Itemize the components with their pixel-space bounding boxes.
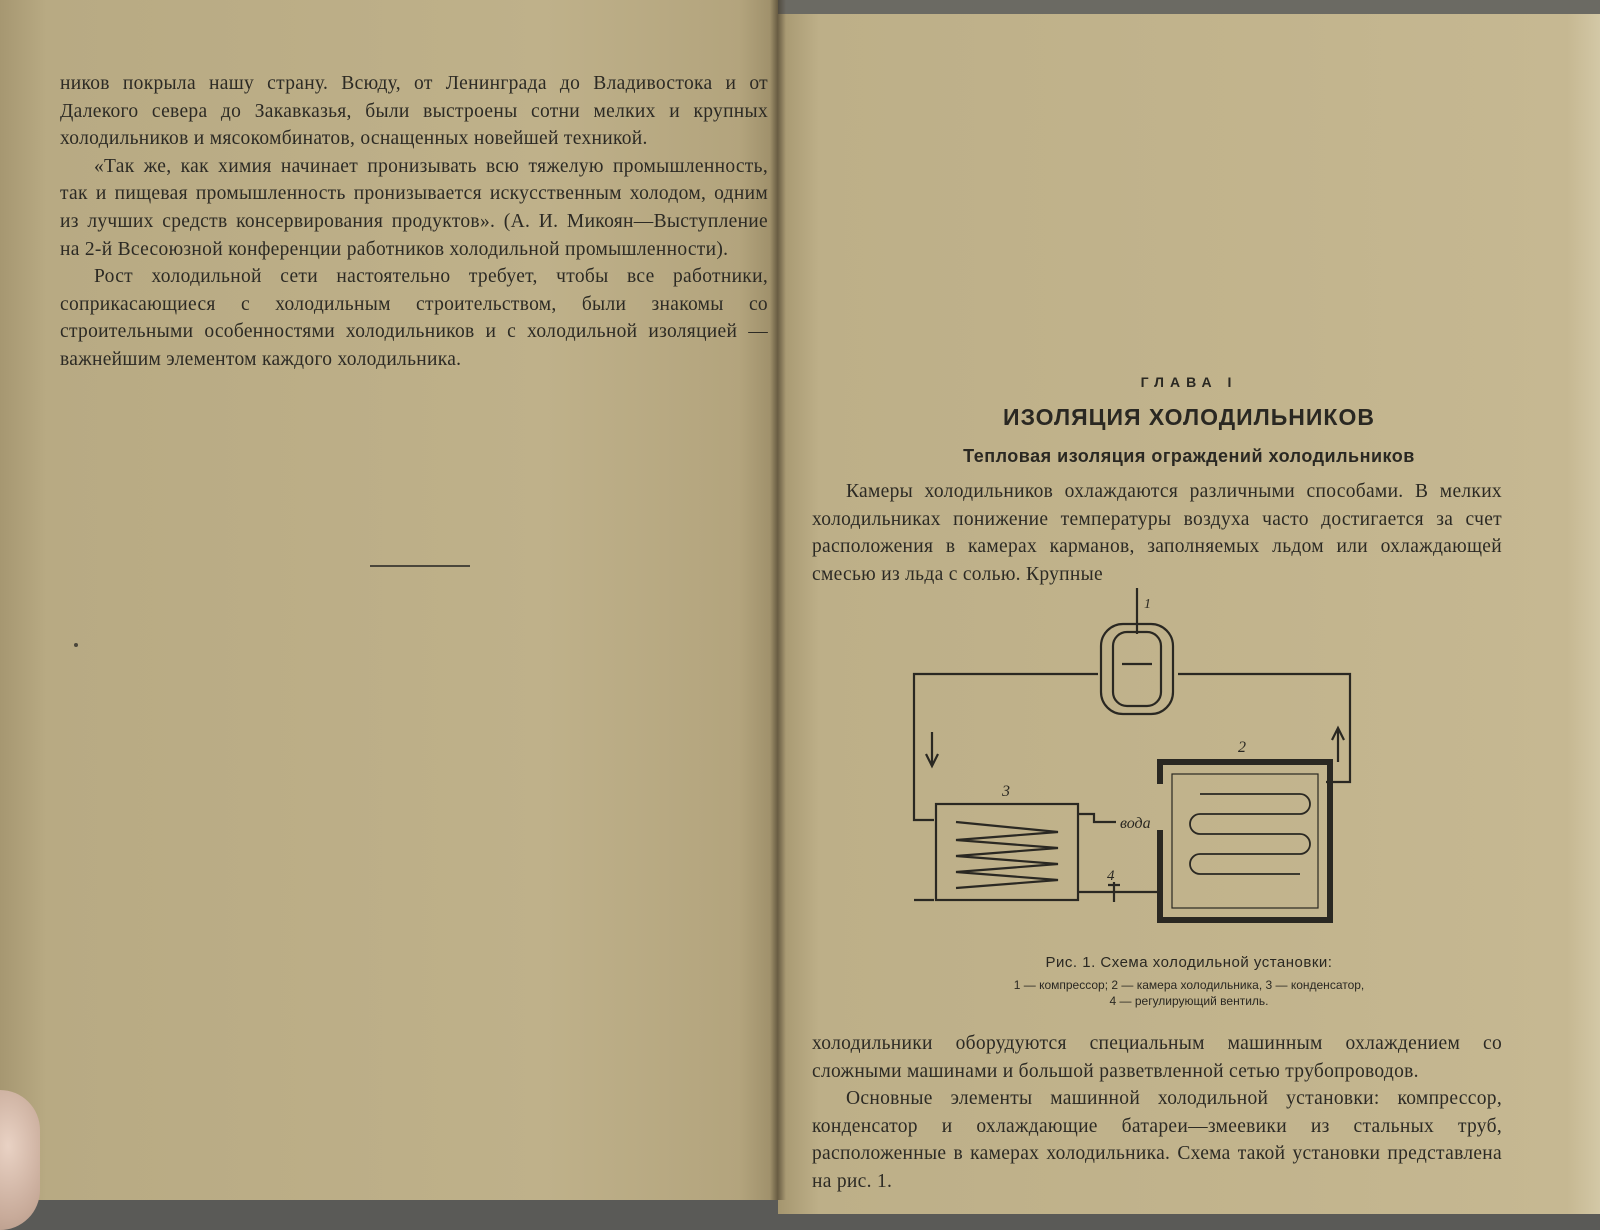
- end-rule: [370, 565, 470, 567]
- label-valve: 4: [1107, 868, 1115, 884]
- arrow-up: [1332, 728, 1344, 762]
- right-paragraph-3: Основные элементы машинной холодильной установки: компрессор, конденсатор и охлаждающие батареи—змеевики из стальных труб, расположенные в камерах холодильника. Схема такой установки представлена на рис. 1.: [812, 1088, 1502, 1192]
- water-inlet: [1078, 814, 1116, 822]
- book-gutter: [770, 0, 786, 1200]
- label-compressor: 1: [1144, 597, 1151, 612]
- arrow-down: [926, 732, 938, 766]
- figure-legend-1: 1 — компрессор; 2 — камера холодильника, 3 — конденсатор,: [1013, 978, 1365, 992]
- liquid-line: [914, 892, 1160, 900]
- right-text-bottom: [812, 1030, 1502, 1196]
- left-page: [0, 0, 778, 1200]
- right-paragraph-2: холодильники оборудуются специальным машинным охлаждением со сложными машинами и большой разветвленной сетью трубопроводов.: [812, 1033, 1502, 1082]
- chamber-wall: [1160, 762, 1330, 920]
- right-text-top: [812, 478, 1502, 588]
- chapter-title: ИЗОЛЯЦИЯ ХОЛОДИЛЬНИКОВ: [1003, 404, 1375, 430]
- section-title: Тепловая изоляция ограждений холодильников: [963, 446, 1415, 466]
- pipe-top-right: [1178, 674, 1350, 782]
- condenser-coil: [956, 822, 1058, 888]
- compressor: [1101, 624, 1173, 714]
- label-condenser: 3: [1002, 783, 1010, 800]
- figure-legend-2: 4 — регулирующий вентиль.: [1109, 994, 1269, 1008]
- right-page: [778, 14, 1600, 1214]
- left-page-text: [60, 70, 768, 374]
- figure-caption: Рис. 1. Схема холодильной установки:: [1045, 954, 1333, 971]
- chapter-number: ГЛАВА I: [1140, 374, 1238, 390]
- label-chamber: 2: [1238, 739, 1246, 756]
- refrigeration-diagram: [898, 582, 1378, 952]
- left-paragraph-1: ников покрыла нашу страну. Всюду, от Ленинграда до Владивостока и от Далекого севера до Закавказья, были выстроены сотни мелких и крупных холодильников и мясокомбинатов, оснащенных новейшей техникой.: [60, 73, 768, 150]
- left-paragraph-2: «Так же, как химия начинает пронизывать всю тяжелую промышленность, так и пищевая промышленность пронизывается искусственным холодом, одним из лучших средств консервирования продуктов». (А. И. Микоян—Выступление на 2-й Всесоюзной конференции работников холодильной промышленности).: [60, 155, 768, 260]
- thumb: [0, 1090, 40, 1230]
- ink-speck: [74, 643, 78, 647]
- left-paragraph-3: Рост холодильной сети настоятельно требует, чтобы все работники, соприкасающиеся с холодильным строительством, были знакомы со строительными особенностями холодильников и с холодильной изоляцией — важнейшим элементом каждого холодильника.: [60, 266, 768, 370]
- right-paragraph-1: Камеры холодильников охлаждаются различными способами. В мелких холодильниках понижение температуры воздуха часто достигается за счет расположения в камерах карманов, заполняемых льдом или охлаждающей смесью из льда с солью. Крупные: [812, 481, 1502, 585]
- label-water: вода: [1120, 815, 1151, 832]
- evaporator-coil: [1190, 794, 1310, 874]
